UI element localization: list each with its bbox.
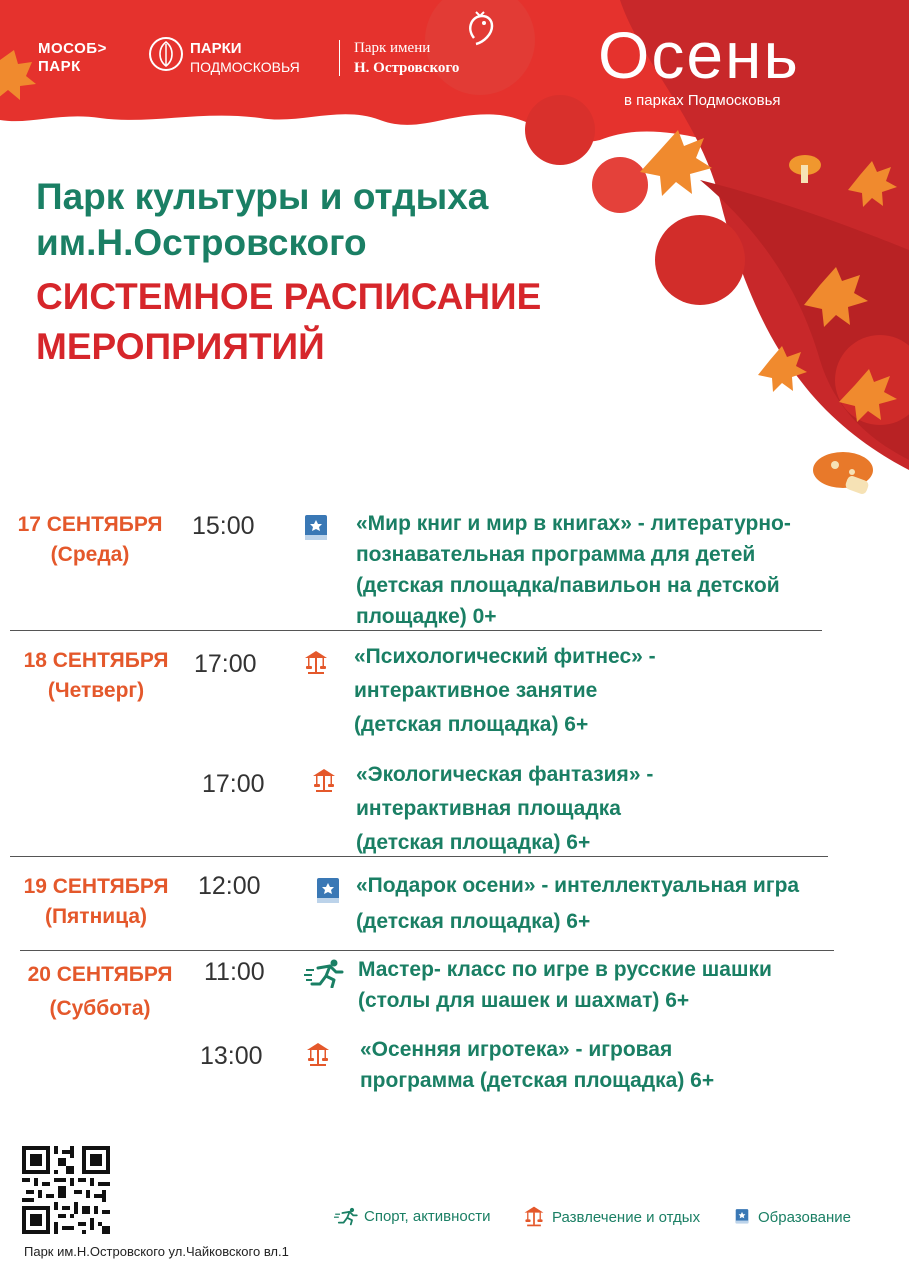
- event-line: (детская площадка/павильон на детской: [356, 574, 780, 597]
- event-description: [356, 868, 896, 940]
- park-logo-line2: Н. Островского: [354, 60, 460, 76]
- park-title-line1: Парк культуры и отдыха: [36, 176, 489, 217]
- date-label: 17 СЕНТЯБРЯ: [17, 513, 163, 536]
- carousel-icon: [302, 648, 330, 676]
- event-line: «Психологический фитнес» -: [354, 645, 656, 668]
- event-description: [356, 758, 886, 860]
- event-line: «Экологическая фантазия» -: [356, 763, 654, 786]
- event-line: интерактивная площадка: [356, 797, 621, 820]
- runner-icon: [304, 958, 344, 988]
- schedule-title-line1: СИСТЕМНОЕ РАСПИСАНИЕ: [36, 276, 542, 317]
- event-line: «Осенняя игротека» - игровая: [360, 1038, 673, 1061]
- day-date: [10, 958, 190, 1026]
- autumn-title: Осень: [598, 18, 800, 92]
- schedule-title: [36, 272, 716, 372]
- qr-code[interactable]: [22, 1146, 110, 1234]
- event-line: Мастер- класс по игре в русские шашки: [358, 958, 772, 981]
- event-icon-slot: [310, 766, 338, 799]
- date-label: 19 СЕНТЯБРЯ: [23, 875, 169, 898]
- schedule-title-line2: МЕРОПРИЯТИЙ: [36, 326, 325, 367]
- event-icon-slot: [302, 648, 330, 681]
- logo-divider: [339, 40, 340, 76]
- event-time: 17:00: [194, 650, 257, 678]
- carousel-icon: [304, 1040, 332, 1068]
- education-book-icon: [302, 513, 330, 541]
- carousel-icon: [310, 766, 338, 794]
- event-time: 12:00: [198, 872, 261, 900]
- legend-sport: Спорт, активности: [364, 1208, 491, 1225]
- event-time: 15:00: [192, 512, 255, 540]
- date-label: 20 СЕНТЯБРЯ: [27, 963, 173, 986]
- mosoblpark-logo-line2: ПАРК: [38, 58, 81, 75]
- event-line: интерактивное занятие: [354, 679, 598, 702]
- runner-icon: [334, 1206, 358, 1226]
- event-description: [356, 508, 886, 632]
- day-date: [6, 872, 186, 932]
- autumn-subtitle: в парках Подмосковья: [624, 92, 781, 109]
- event-description: [354, 640, 884, 742]
- weekday-label: (Среда): [50, 543, 130, 566]
- education-book-icon: [314, 876, 342, 904]
- event-description: [360, 1034, 880, 1096]
- park-title-line2: им.Н.Островского: [36, 222, 367, 263]
- event-line: (столы для шашек и шахмат) 6+: [358, 989, 690, 1012]
- mosoblpark-logo-line1: МОСОБ>: [38, 40, 107, 57]
- event-line: «Подарок осени» - интеллектуальная игра: [356, 874, 800, 897]
- event-time: 13:00: [200, 1042, 263, 1070]
- event-time: 11:00: [204, 958, 265, 986]
- parki-leaf-icon: [148, 36, 184, 72]
- park-title: [36, 174, 656, 266]
- park-logo-line1: Парк имени: [354, 40, 431, 56]
- event-line: «Мир книг и мир в книгах» - литературно-: [356, 512, 791, 535]
- date-label: 18 СЕНТЯБРЯ: [23, 649, 169, 672]
- parki-logo-line1: ПАРКИ: [190, 40, 242, 57]
- parki-logo-line2: ПОДМОСКОВЬЯ: [190, 59, 300, 75]
- event-icon-slot: [302, 513, 330, 546]
- event-icon-slot: [314, 876, 342, 909]
- park-ostrovskogo-logo: [354, 38, 459, 78]
- event-description: [358, 954, 898, 1016]
- day-date: [0, 510, 180, 570]
- divider: [10, 856, 828, 857]
- bird-icon: [464, 8, 496, 50]
- education-book-icon: [734, 1207, 750, 1225]
- day-date: [6, 646, 186, 706]
- legend-education: Образование: [758, 1209, 851, 1226]
- event-icon-slot: [304, 958, 344, 993]
- divider: [10, 630, 822, 631]
- event-icon-slot: [304, 1040, 332, 1073]
- event-line: программа (детская площадка) 6+: [360, 1069, 715, 1092]
- mosoblpark-logo: [38, 40, 107, 76]
- event-line: (детская площадка) 6+: [356, 910, 591, 933]
- event-line: познавательная программа для детей: [356, 543, 756, 566]
- event-line: площадке) 0+: [356, 605, 497, 628]
- legend-entertainment: Развлечение и отдых: [552, 1209, 701, 1226]
- divider: [20, 950, 834, 951]
- weekday-label: (Пятница): [44, 905, 148, 928]
- event-line: (детская площадка) 6+: [356, 831, 591, 854]
- weekday-label: (Суббота): [49, 997, 151, 1020]
- weekday-label: (Четверг): [47, 679, 145, 702]
- event-line: (детская площадка) 6+: [354, 713, 589, 736]
- carousel-icon: [522, 1204, 546, 1228]
- event-time: 17:00: [202, 770, 265, 798]
- park-address: Парк им.Н.Островского ул.Чайковского вл.1: [24, 1244, 289, 1259]
- parki-podmoskovya-logo: [190, 40, 300, 76]
